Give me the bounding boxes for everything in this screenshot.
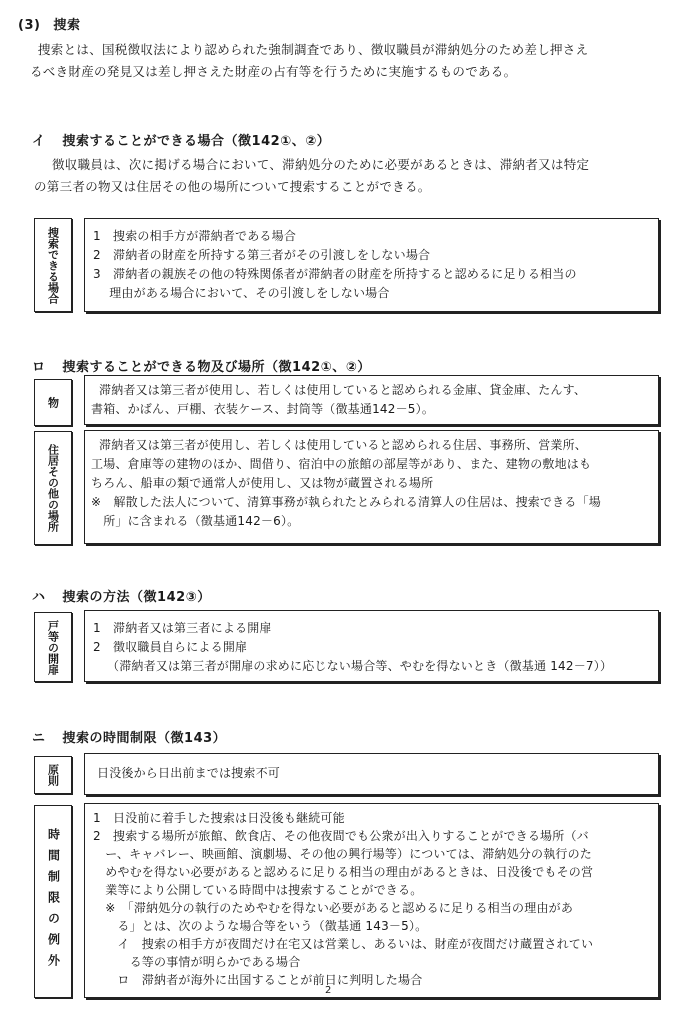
subsection-a-intro-line: の第三者の物又は住居その他の場所について捜索することができる。 (34, 179, 431, 194)
exception-line: る等の事情が明らかである場合 (93, 955, 301, 969)
door-opening-label: 戸等の開扉 (46, 619, 60, 675)
search-case-item: 3 滞納者の親族その他の特殊関係者が滞納者の財産を所持すると認めるに足りる相当の (93, 267, 577, 281)
subsection-d-heading (32, 727, 226, 746)
exception-line: めやむを得ない必要があると認めるに足りる相当の理由があるときは、日没後でもその営 (93, 865, 594, 879)
exception-label: 時間制限の例外 (46, 828, 61, 975)
door-opening-box (84, 610, 659, 682)
places-line: ※ 解散した法人について、清算事務が執られたとみられる清算人の住居は、捜索できる「場 (91, 495, 601, 509)
subsection-d-marker: ニ (32, 731, 46, 746)
section-number: (3) (18, 18, 41, 33)
search-case-item: 2 滞納者の財産を所持する第三者がその引渡しをしない場合 (93, 248, 431, 262)
places-line: 所」に含まれる（徴基通142－6）。 (91, 514, 300, 528)
exception-line: 2 捜索する場所が旅館、飲食店、その他夜間でも公衆が出入りすることができる場所（バ (93, 829, 589, 843)
search-case-item: 1 捜索の相手方が滞納者である場合 (93, 229, 297, 243)
search-cases-box (84, 218, 659, 312)
page-number: 2 (325, 985, 332, 996)
principle-text: 日没後から日出前までは捜索不可 (97, 766, 281, 780)
door-opening-line: 1 滞納者又は第三者による開扉 (93, 621, 272, 635)
subsection-b-marker: ロ (32, 360, 46, 375)
exception-box (84, 803, 659, 998)
exception-line: ※ 「滞納処分の執行のためやむを得ない必要があると認めるに足りる相当の理由があ (93, 901, 574, 915)
subsection-d-title: 捜索の時間制限（徴143） (62, 731, 227, 746)
principle-box (84, 753, 659, 795)
door-opening-line: （滞納者又は第三者が開扉の求めに応じない場合等、やむを得ないとき（徴基通 142－7）） (107, 659, 613, 673)
places-label-box (34, 431, 72, 545)
subsection-b-title: 捜索することができる物及び場所（徴142①、②） (62, 360, 371, 375)
exception-line: イ 捜索の相手方が夜間だけ在宅又は営業し、あるいは、財産が夜間だけ蔵置されてい (93, 937, 594, 951)
exception-label-box (34, 805, 72, 998)
search-case-item: 理由がある場合において、その引渡しをしない場合 (93, 286, 390, 300)
things-line: 滞納者又は第三者が使用し、若しくは使用していると認められる金庫、貸金庫、たんす、 (99, 383, 587, 397)
subsection-c-heading (32, 586, 211, 605)
things-line: 書箱、かばん、戸棚、衣装ケース、封筒等（徴基通142－5）。 (91, 402, 435, 416)
subsection-b-heading (32, 356, 371, 375)
exception-line: る」とは、次のような場合等をいう（徴基通 143－5）。 (93, 919, 428, 933)
subsection-a-intro-line: 徴収職員は、次に掲げる場合において、滞納処分のために必要があるときは、滞納者又は特定 (52, 157, 590, 172)
section-intro-line: るべき財産の発見又は差し押さえた財産の占有等を行うために実施するものである。 (30, 64, 517, 79)
search-cases-label-box (34, 218, 72, 312)
things-box (84, 375, 659, 425)
places-label: 住居その他の場所 (46, 444, 60, 532)
section-intro-line: 捜索とは、国税徴収法により認められた強制調査であり、徴収職員が滞納処分のため差し押さえ (38, 42, 589, 57)
things-label: 物 (46, 397, 60, 408)
places-box (84, 430, 659, 544)
places-line: ちろん、船車の類で通常人が使用し、又は物が蔵置される場所 (91, 476, 434, 490)
subsection-a-intro (34, 154, 590, 198)
places-line: 滞納者又は第三者が使用し、若しくは使用していると認められる住居、事務所、営業所、 (99, 438, 588, 452)
door-opening-line: 2 徴収職員自らによる開扉 (93, 640, 248, 654)
places-line: 工場、倉庫等の建物のほか、間借り、宿泊中の旅館の部屋等があり、また、建物の敷地はも (91, 457, 592, 471)
search-cases-label: 捜索できる場合 (46, 226, 60, 304)
subsection-c-title: 捜索の方法（徴142③） (62, 590, 211, 605)
section-title: 捜索 (53, 18, 81, 33)
principle-label-box (34, 756, 72, 794)
section-intro (30, 39, 589, 83)
door-opening-label-box (34, 612, 72, 682)
things-label-box (34, 379, 72, 426)
subsection-c-marker: ハ (32, 590, 46, 605)
exception-line: ロ 滞納者が海外に出国することが前日に判明した場合 (93, 973, 423, 987)
subsection-a-heading (32, 130, 330, 149)
subsection-a-title: 捜索することができる場合（徴142①、②） (62, 134, 331, 149)
exception-line: 業等により公開している時間中は捜索することができる。 (93, 883, 423, 897)
exception-line: ー、キャバレー、映画館、演劇場、その他の興行場等）については、滞納処分の執行のた (93, 847, 593, 861)
principle-label: 原則 (46, 764, 60, 786)
exception-line: 1 日没前に着手した捜索は日没後も継続可能 (93, 811, 345, 825)
subsection-a-marker: イ (32, 134, 46, 149)
section-heading (18, 14, 80, 33)
